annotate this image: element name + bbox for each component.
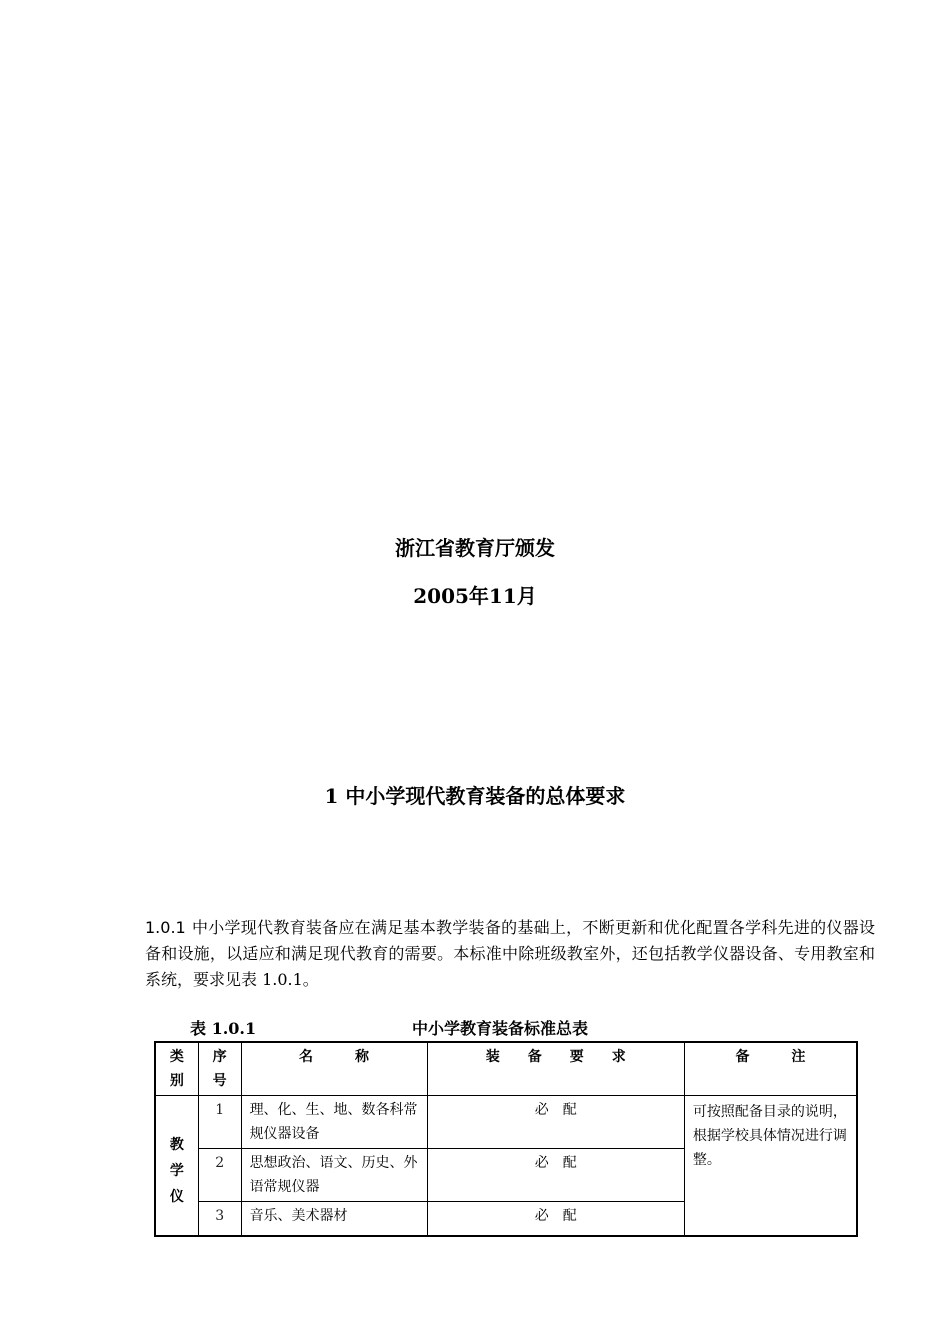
category-cell (155, 1096, 198, 1236)
header-note (684, 1042, 857, 1096)
header-number-line1: 序 (212, 1049, 227, 1065)
section-title: 1 中小学现代教育装备的总体要求 (324, 784, 626, 808)
row-number: 2 (198, 1149, 241, 1202)
issuer-line: 浙江省教育厅颁发 (395, 536, 555, 560)
issue-date: 2005年11月 (413, 584, 537, 608)
row-requirement: 必 配 (427, 1202, 684, 1236)
table-caption-label: 表 1.0.1 (190, 1019, 257, 1038)
header-category-line1: 类 (169, 1049, 184, 1065)
header-number (198, 1042, 241, 1096)
header-requirement-text: 装 备 要 求 (485, 1049, 626, 1065)
header-category-line2: 别 (169, 1073, 184, 1089)
row-name: 理、化、生、地、数各科常规仪器设备 (241, 1096, 427, 1149)
category-char: 仪 (169, 1189, 184, 1206)
row-name: 思想政治、语文、历史、外语常规仪器 (241, 1149, 427, 1202)
clause-number: 1.0.1 (145, 918, 186, 937)
category-char: 学 (169, 1163, 184, 1180)
table-row (155, 1096, 857, 1149)
header-number-line2: 号 (212, 1073, 227, 1089)
clause-paragraph (145, 915, 875, 993)
header-requirement (427, 1042, 684, 1096)
clause-text: 中小学现代教育装备应在满足基本教学装备的基础上，不断更新和优化配置各学科先进的仪器设备和设施，以适应和满足现代教育的需要。本标准中除班级教室外，还包括教学仪器设备、专用教室和系统，要求见表 1.0.1。 (145, 918, 875, 989)
row-requirement: 必 配 (427, 1096, 684, 1149)
header-category (155, 1042, 198, 1096)
header-name-text: 名 称 (299, 1049, 370, 1065)
note-cell: 可按照配备目录的说明，根据学校具体情况进行调整。 (684, 1096, 857, 1236)
equipment-standard-table (154, 1041, 858, 1237)
row-number: 1 (198, 1096, 241, 1149)
category-char: 教 (169, 1137, 184, 1154)
header-note-text: 备 注 (735, 1049, 806, 1065)
table-caption-title: 中小学教育装备标准总表 (412, 1019, 589, 1038)
row-requirement: 必 配 (427, 1149, 684, 1202)
row-name: 音乐、美术器材 (241, 1202, 427, 1236)
row-number: 3 (198, 1202, 241, 1236)
header-name (241, 1042, 427, 1096)
table-header-row (155, 1042, 857, 1096)
